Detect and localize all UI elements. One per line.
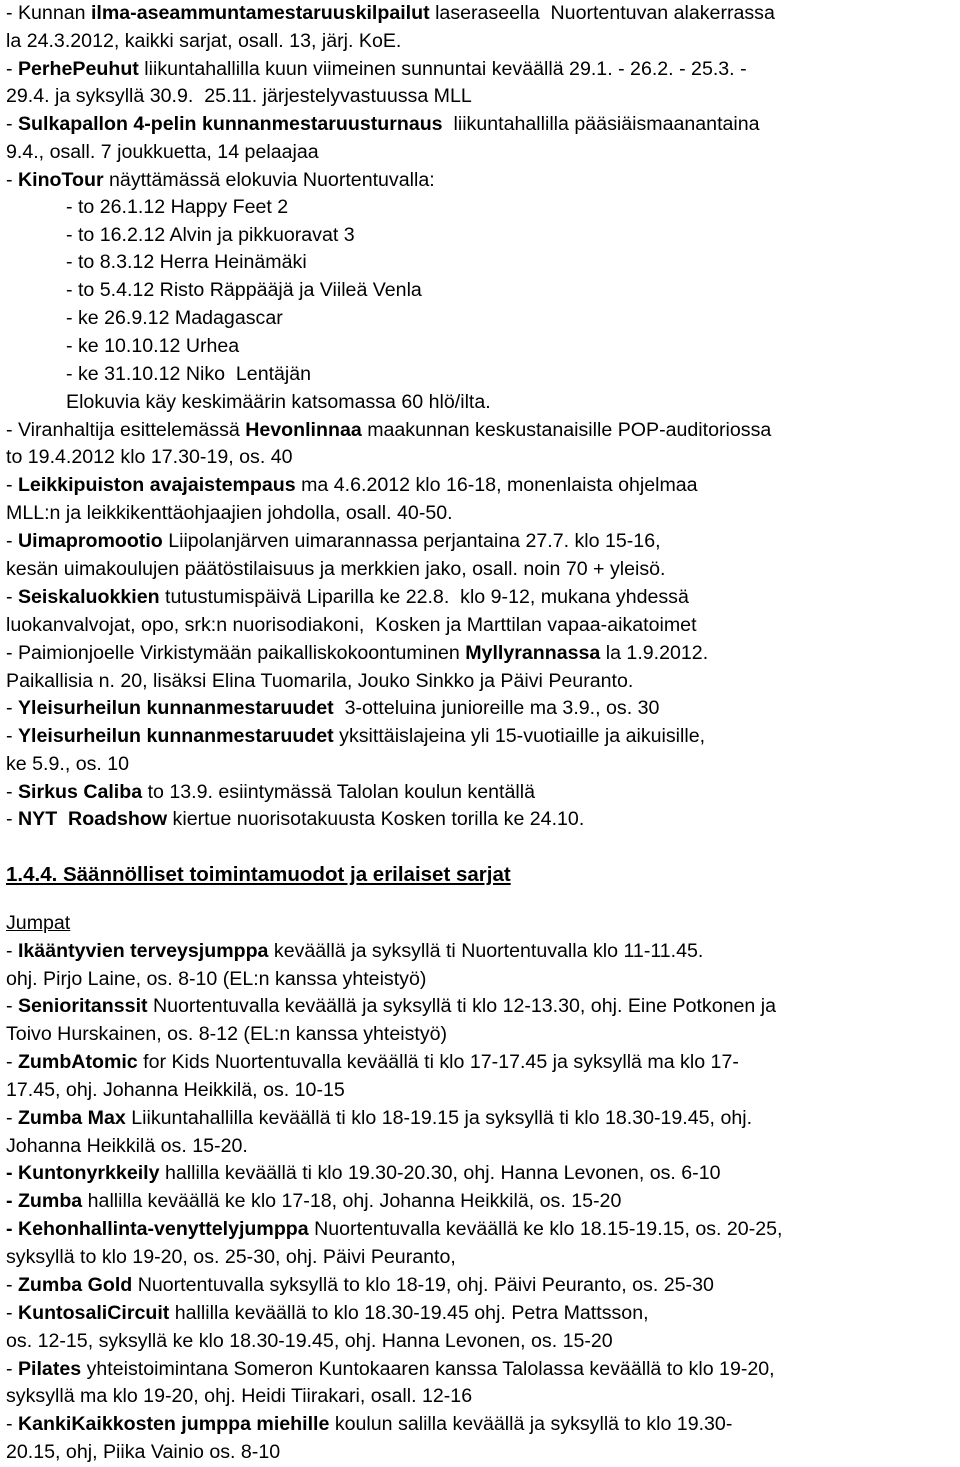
text-line (6, 139, 319, 165)
text-run: liikuntahallilla pääsiäismaanantaina (442, 113, 760, 135)
bold-text: KinoTour (17, 169, 104, 191)
text-line (66, 333, 239, 359)
text-run: - (6, 1107, 18, 1129)
bold-text: Myllyrannassa (465, 642, 601, 664)
text-line (6, 1328, 613, 1354)
text-line (6, 1133, 248, 1159)
text-run: - (6, 1413, 18, 1435)
bold-text: PerhePeuhut (17, 58, 139, 80)
text-line (6, 111, 760, 137)
text-run: - (6, 808, 18, 830)
text-run: yhteistoimintana Someron Kuntokaaren kanssa Talolassa keväällä to klo 19-20, (81, 1358, 775, 1380)
text-run: Nuortentuvalla syksyllä to klo 18-19, ohj. Päivi Peuranto, os. 25-30 (132, 1274, 714, 1296)
text-run: la 24.3.2012, kaikki sarjat, osall. 13, järj. KoE. (6, 30, 402, 52)
text-run: Toivo Hurskainen, os. 8-12 (EL:n kanssa yhteistyö) (6, 1023, 448, 1045)
text-run: - (6, 58, 18, 80)
bold-text: Yleisurheilun kunnanmestaruudet (17, 697, 334, 719)
text-run: - ke 31.10.12 Niko Lentäjän (66, 363, 312, 385)
bold-text: Zumba Gold (17, 1274, 133, 1296)
text-run: - Paimionjoelle Virkistymään paikalliskokoontuminen (6, 642, 466, 664)
text-run: - to 8.3.12 Herra Heinämäki (66, 251, 307, 273)
text-run: Johanna Heikkilä os. 15-20. (6, 1135, 248, 1157)
text-run: MLL:n ja leikkikenttäohjaajien johdolla, osall. 40-50. (6, 502, 453, 524)
text-line (6, 1272, 714, 1298)
bold-text: Uimapromootio (17, 530, 163, 552)
text-run: 20.15, ohj, Piika Vainio os. 8-10 (6, 1441, 281, 1463)
text-line (6, 1244, 456, 1270)
text-run: keväällä ja syksyllä ti Nuortentuvalla klo 11-11.45. (268, 940, 704, 962)
bold-text: KuntosaliCircuit (17, 1302, 170, 1324)
text-run: Liipolanjärven uimarannassa perjantaina 27.7. klo 15-16, (162, 530, 661, 552)
text-run: Nuortentuvalla keväällä ke klo 18.15-19.15, os. 20-25, (308, 1218, 783, 1240)
text-run: hallilla keväällä ti klo 19.30-20.30, ohj. Hanna Levonen, os. 6-10 (159, 1162, 721, 1184)
text-run: - (6, 1302, 18, 1324)
text-run: 9.4., osall. 7 joukkuetta, 14 pelaajaa (6, 141, 319, 163)
text-line (6, 1077, 345, 1103)
text-line (66, 361, 311, 387)
text-run: - (6, 113, 18, 135)
text-line (66, 389, 491, 415)
text-line (6, 1188, 621, 1214)
text-line (6, 938, 703, 964)
text-line (6, 584, 689, 610)
text-line (6, 1383, 472, 1409)
text-line (66, 305, 283, 331)
text-run: ohj. Pirjo Laine, os. 8-10 (EL:n kanssa yhteistyö) (6, 968, 427, 990)
text-run: luokanvalvojat, opo, srk:n nuorisodiakoni, Kosken ja Marttilan vapaa-aikatoimet (6, 614, 697, 636)
text-run: Paikallisia n. 20, lisäksi Elina Tuomarila, Jouko Sinkko ja Päivi Peuranto. (6, 670, 634, 692)
bold-text: NYT Roadshow (17, 808, 168, 830)
text-run: yksittäislajeina yli 15-vuotiaille ja aikuisille, (333, 725, 706, 747)
text-line (6, 723, 705, 749)
text-run: hallilla keväällä to klo 18.30-19.45 ohj. Petra Mattsson, (169, 1302, 649, 1324)
text-run: hallilla keväällä ke klo 17-18, ohj. Johanna Heikkilä, os. 15-20 (82, 1190, 622, 1212)
text-line (66, 277, 422, 303)
bold-text: Pilates (17, 1358, 82, 1380)
text-line (6, 695, 659, 721)
text-run: - (6, 781, 18, 803)
bold-text: - Kehonhallinta-venyttelyjumppa (6, 1218, 309, 1240)
text-run: for Kids Nuortentuvalla keväällä ti klo 17-17.45 ja syksyllä ma klo 17- (137, 1051, 739, 1073)
bold-text: Yleisurheilun kunnanmestaruudet (17, 725, 334, 747)
text-run: ke 5.9., os. 10 (6, 753, 130, 775)
text-run: näyttämässä elokuvia Nuortentuvalla: (103, 169, 435, 191)
text-line (66, 249, 307, 275)
text-run: la 1.9.2012. (600, 642, 709, 664)
text-line (6, 56, 747, 82)
text-run: laseraseella Nuortentuvan alakerrassa (429, 2, 775, 24)
text-run: os. 12-15, syksyllä ke klo 18.30-19.45, ohj. Hanna Levonen, os. 15-20 (6, 1330, 613, 1352)
text-line (6, 640, 708, 666)
text-run: - to 5.4.12 Risto Räppääjä ja Viileä Venla (66, 279, 422, 301)
text-run: - (6, 530, 18, 552)
bold-text: Senioritanssit (17, 995, 148, 1017)
bold-text: ZumbAtomic (17, 1051, 138, 1073)
text-run: - (6, 995, 18, 1017)
text-line (66, 194, 288, 220)
text-run: Nuortentuvalla keväällä ja syksyllä ti klo 12-13.30, ohj. Eine Potkonen ja (147, 995, 776, 1017)
text-run: - (6, 586, 18, 608)
text-run: - ke 10.10.12 Urhea (66, 335, 240, 357)
bold-text: KankiKaikkosten jumppa miehille (17, 1413, 330, 1435)
text-line (6, 1411, 732, 1437)
text-run: - Viranhaltija esittelemässä (6, 419, 246, 441)
text-line (6, 1105, 752, 1131)
text-line (6, 668, 633, 694)
text-line (6, 500, 453, 526)
text-run: - (6, 697, 18, 719)
text-run: Elokuvia käy keskimäärin katsomassa 60 hlö/ilta. (66, 391, 491, 413)
text-line (6, 1049, 739, 1075)
section-heading (6, 862, 511, 888)
text-run: 29.4. ja syksyllä 30.9. 25.11. järjestelyvastuussa MLL (6, 85, 472, 107)
text-run: to 19.4.2012 klo 17.30-19, os. 40 (6, 446, 293, 468)
text-run: - (6, 1274, 18, 1296)
text-line (6, 612, 697, 638)
bold-text: Leikkipuiston avajaistempaus (17, 474, 296, 496)
text-run: - to 16.2.12 Alvin ja pikkuoravat 3 (66, 224, 355, 246)
text-line (6, 28, 401, 54)
bold-text: Hevonlinnaa (245, 419, 362, 441)
text-run: - (6, 1051, 18, 1073)
bold-text: Sulkapallon 4-pelin kunnanmestaruusturnaus (17, 113, 443, 135)
text-run: syksyllä to klo 19-20, os. 25-30, ohj. Päivi Peuranto, (6, 1246, 456, 1268)
text-line (6, 528, 661, 554)
bold-text: Seiskaluokkien (17, 586, 160, 608)
text-line (6, 167, 435, 193)
text-run: ma 4.6.2012 klo 16-18, monenlaista ohjelmaa (295, 474, 698, 496)
text-line (6, 966, 426, 992)
text-run: - (6, 940, 18, 962)
text-run: syksyllä ma klo 19-20, ohj. Heidi Tiirakari, osall. 12-16 (6, 1385, 473, 1407)
text-run: - Kunnan (6, 2, 91, 24)
text-line (6, 993, 776, 1019)
text-line (6, 1439, 280, 1465)
text-run: Jumpat (6, 912, 71, 934)
text-line (6, 1160, 721, 1186)
text-run: - to 26.1.12 Happy Feet 2 (66, 196, 289, 218)
text-run: to 13.9. esiintymässä Talolan koulun kentällä (142, 781, 535, 803)
text-line (6, 1300, 649, 1326)
bold-text: - Zumba (6, 1190, 83, 1212)
bold-text: Zumba Max (17, 1107, 126, 1129)
text-run: - (6, 169, 18, 191)
text-line (6, 417, 771, 443)
text-run: maakunnan keskustanaisille POP-auditoriossa (361, 419, 772, 441)
text-run: - (6, 1358, 18, 1380)
text-run: kesän uimakoulujen päätöstilaisuus ja merkkien jako, osall. noin 70 + yleisö. (6, 558, 666, 580)
text-run: tutustumispäivä Liparilla ke 22.8. klo 9-12, mukana yhdessä (159, 586, 689, 608)
text-line (66, 222, 355, 248)
bold-text: - Kuntonyrkkeily (6, 1162, 160, 1184)
text-run: 3-otteluina junioreille ma 3.9., os. 30 (333, 697, 660, 719)
text-run: - ke 26.9.12 Madagascar (66, 307, 283, 329)
subsection-heading (6, 910, 70, 936)
bold-text: Ikääntyvien terveysjumppa (17, 940, 269, 962)
text-run: Liikuntahallilla keväällä ti klo 18-19.15 ja syksyllä ti klo 18.30-19.45, ohj. (125, 1107, 753, 1129)
text-run: - (6, 725, 18, 747)
text-line (6, 779, 535, 805)
text-line (6, 83, 472, 109)
bold-text: ilma-aseammuntamestaruuskilpailut (90, 2, 430, 24)
text-run: 1.4.4. Säännölliset toimintamuodot ja erilaiset sarjat (6, 863, 511, 886)
text-run: kiertue nuorisotakuusta Kosken torilla ke 24.10. (167, 808, 585, 830)
text-line (6, 806, 584, 832)
text-line (6, 472, 698, 498)
bold-text: Sirkus Caliba (17, 781, 143, 803)
text-line (6, 1356, 775, 1382)
text-line (6, 0, 775, 26)
text-run: - (6, 474, 18, 496)
text-line (6, 1216, 782, 1242)
text-line (6, 556, 665, 582)
text-line (6, 751, 129, 777)
text-line (6, 444, 293, 470)
text-run: 17.45, ohj. Johanna Heikkilä, os. 10-15 (6, 1079, 345, 1101)
text-line (6, 1021, 447, 1047)
text-run: koulun salilla keväällä ja syksyllä to klo 19.30- (329, 1413, 733, 1435)
text-run: liikuntahallilla kuun viimeinen sunnuntai keväällä 29.1. - 26.2. - 25.3. - (138, 58, 747, 80)
